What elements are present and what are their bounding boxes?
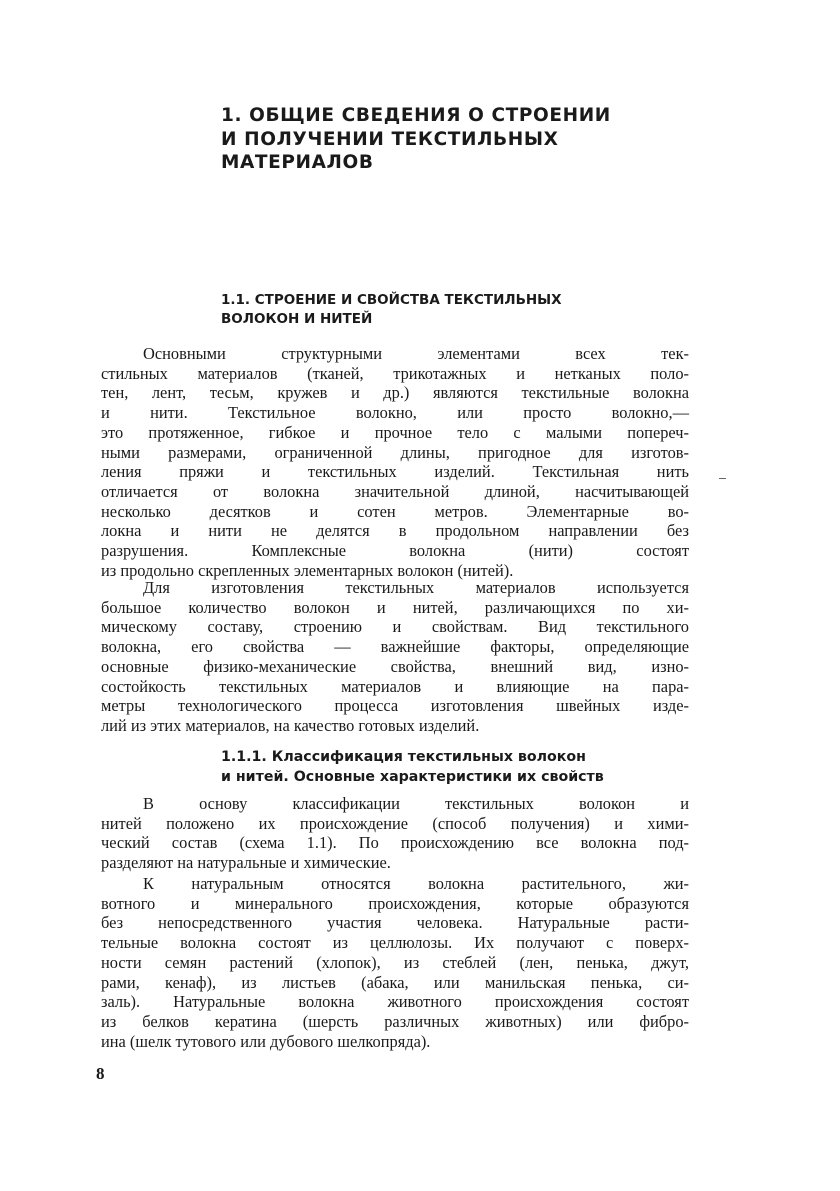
text-line: метры технологического процесса изготовления швейных изде- — [101, 696, 689, 716]
chapter-title-line: МАТЕРИАЛОВ — [221, 152, 374, 173]
text-line: заль). Натуральные волокна животного происхождения состоят — [101, 992, 689, 1012]
text-line: большое количество волокон и нитей, различающихся по хи- — [101, 597, 689, 617]
text-line: В основу классификации текстильных волокон и — [143, 794, 689, 813]
subsection-title-line: и нитей. Основные характеристики их свойств — [221, 769, 604, 785]
text-line: это протяженное, гибкое и прочное тело с малыми попереч- — [101, 422, 689, 442]
text-line: тельные волокна состоят из целлюлозы. Их получают с поверх- — [101, 933, 689, 953]
margin-mark — [719, 478, 726, 479]
text-line: рами, кенаф), из листьев (абака, или манильская пенька, си- — [101, 972, 689, 992]
text-line: несколько десятков и сотен метров. Элементарные во- — [101, 501, 689, 521]
text-line: основные физико-механические свойства, внешний вид, изно- — [101, 656, 689, 676]
text-line: ности семян растений (хлопок), из стеблей (лен, пенька, джут, — [101, 952, 689, 972]
subsection-title — [221, 747, 661, 787]
paragraph-fiber-variety — [101, 578, 689, 736]
text-line: разрушения. Комплексные волокна (нити) состоят — [101, 541, 689, 561]
text-line: ными размерами, ограниченной длины, пригодное для изготов- — [101, 442, 689, 462]
chapter-title-line: И ПОЛУЧЕНИИ ТЕКСТИЛЬНЫХ — [221, 128, 559, 150]
text-line: ческий состав (схема 1.1). По происхождению все волокна под- — [101, 833, 689, 853]
text-line: разделяют на натуральные и химические. — [101, 853, 391, 873]
text-line: состойкость текстильных материалов и влияющие на пара- — [101, 676, 689, 696]
text-line: волокна, его свойства — важнейшие факторы, определяющие — [101, 637, 689, 657]
text-line: мическому составу, строению и свойствам. Вид текстильного — [101, 617, 689, 637]
chapter-title — [221, 104, 641, 175]
text-line: из белков кератина (шерсть различных животных) или фибро- — [101, 1011, 689, 1031]
text-line: отличается от волокна значительной длиной, насчитывающей — [101, 481, 689, 501]
section-title-line: ВОЛОКОН И НИТЕЙ — [221, 311, 373, 327]
chapter-title-line: 1. ОБЩИЕ СВЕДЕНИЯ О СТРОЕНИИ — [221, 105, 611, 126]
text-line: ина (шелк тутового или дубового шелкопряда). — [101, 1031, 431, 1051]
section-title-line: 1.1. СТРОЕНИЕ И СВОЙСТВА ТЕКСТИЛЬНЫХ — [221, 292, 562, 308]
text-line: вотного и минерального происхождения, которые образуются — [101, 893, 689, 913]
paragraph-fibers-definition — [101, 344, 689, 580]
text-line: Для изготовления текстильных материалов используется — [143, 578, 689, 597]
paragraph-natural-fibers — [101, 874, 689, 1051]
text-line: тен, лент, тесьм, кружев и др.) являются текстильные волокна — [101, 383, 689, 403]
text-line: нитей положено их происхождение (способ получения) и хими- — [101, 813, 689, 833]
text-line: и нити. Текстильное волокно, или просто волокно,— — [101, 403, 689, 423]
text-line: без непосредственного участия человека. Натуральные расти- — [101, 913, 689, 933]
section-title — [221, 291, 641, 329]
page-number: 8 — [96, 1064, 105, 1083]
text-line: Основными структурными элементами всех тек- — [143, 344, 689, 363]
text-line: из продольно скрепленных элементарных волокон (нитей). — [101, 560, 514, 580]
text-line: стильных материалов (тканей, трикотажных и нетканых поло- — [101, 363, 689, 383]
text-line: локна и нити не делятся в продольном направлении без — [101, 521, 689, 541]
text-line: К натуральным относятся волокна растительного, жи- — [143, 874, 689, 893]
text-line: ления пряжи и текстильных изделий. Текстильная нить — [101, 462, 689, 482]
paragraph-classification-basis — [101, 794, 689, 873]
subsection-title-line: 1.1.1. Классификация текстильных волокон — [221, 749, 586, 765]
text-line: лий из этих материалов, на качество готовых изделий. — [101, 715, 480, 735]
